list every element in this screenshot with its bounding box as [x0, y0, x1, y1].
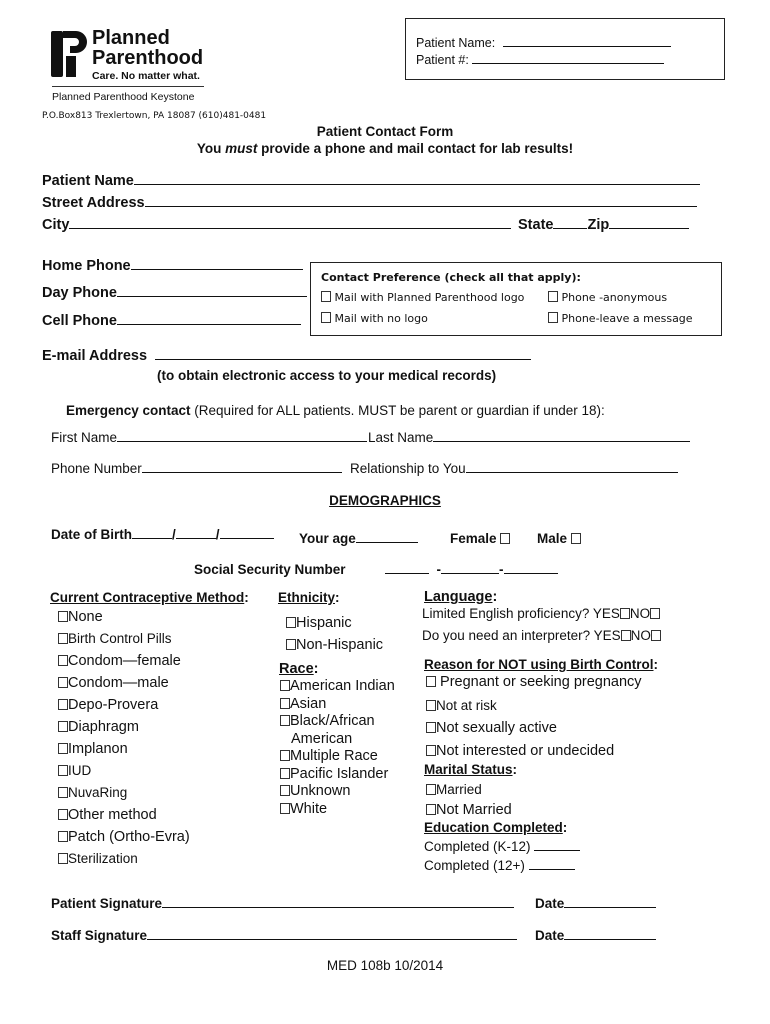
email-line[interactable]: [155, 358, 531, 360]
checkbox[interactable]: [58, 633, 68, 644]
emergency-relationship-label: Relationship to You: [350, 461, 466, 476]
ssn-part-1-line[interactable]: [385, 572, 429, 574]
ssn-fields: - -: [385, 562, 558, 577]
street-address-line[interactable]: [145, 205, 697, 207]
race-option[interactable]: Asian: [280, 696, 395, 714]
checkbox[interactable]: [58, 831, 68, 842]
reason-option[interactable]: Not interested or undecided: [426, 743, 614, 759]
female-option[interactable]: Female: [450, 531, 510, 546]
cell-phone-line[interactable]: [117, 323, 301, 325]
patient-date-label: Date: [535, 896, 565, 911]
checkbox[interactable]: [280, 803, 290, 814]
patient-signature-label: Patient Signature: [51, 896, 163, 911]
reason-heading: Reason for NOT using Birth Control:: [424, 657, 658, 672]
logo-tagline: Care. No matter what.: [92, 70, 200, 82]
education-k12-label: Completed (K-12): [424, 839, 531, 854]
checkbox[interactable]: [280, 698, 290, 709]
limited-english-question: Limited English proficiency? YES NO: [422, 606, 660, 621]
emergency-last-name-label: Last Name: [368, 430, 434, 445]
staff-date-label: Date: [535, 928, 565, 943]
checkbox[interactable]: [58, 699, 68, 710]
checkbox[interactable]: [426, 784, 436, 795]
reason-option[interactable]: Not at risk: [426, 698, 497, 713]
reason-option[interactable]: Not sexually active: [426, 720, 557, 736]
pref-mail-logo[interactable]: Mail with Planned Parenthood logo: [321, 291, 524, 304]
reason-option[interactable]: Pregnant or seeking pregnancy: [426, 674, 642, 690]
pref-phone-message[interactable]: Phone-leave a message: [548, 312, 693, 325]
checkbox[interactable]: [571, 533, 581, 544]
emergency-first-name-line[interactable]: [117, 440, 367, 442]
race-option[interactable]: American Indian: [280, 678, 395, 696]
checkbox[interactable]: [321, 312, 331, 323]
marital-heading: Marital Status:: [424, 762, 518, 777]
contraceptive-heading: Current Contraceptive Method:: [50, 590, 249, 605]
checkbox-yes[interactable]: [620, 608, 630, 619]
demographics-heading: DEMOGRAPHICS: [329, 493, 441, 508]
checkbox[interactable]: [58, 655, 68, 666]
form-subtitle: You must provide a phone and mail contact for lab results!: [196, 141, 574, 156]
dob-day-line[interactable]: [176, 537, 216, 539]
checkbox[interactable]: [426, 676, 436, 687]
staff-date-line[interactable]: [564, 938, 656, 940]
patient-date-line[interactable]: [564, 906, 656, 908]
education-12plus-label: Completed (12+): [424, 858, 525, 873]
checkbox[interactable]: [58, 677, 68, 688]
race-option-continued: American: [291, 730, 353, 747]
marital-option[interactable]: Not Married: [426, 802, 512, 818]
day-phone-line[interactable]: [117, 295, 307, 297]
ethnicity-list: [286, 612, 383, 656]
zip-line[interactable]: [609, 227, 689, 229]
logo-line-1: Planned: [92, 27, 170, 49]
checkbox[interactable]: [280, 785, 290, 796]
checkbox[interactable]: [58, 743, 68, 754]
planned-parenthood-logo-icon: [50, 30, 88, 78]
patient-id-box: [405, 18, 725, 80]
patient-name-label: Patient Name:: [416, 36, 496, 50]
checkbox[interactable]: [426, 722, 436, 733]
checkbox-yes[interactable]: [621, 630, 631, 641]
checkbox[interactable]: [286, 617, 296, 628]
emergency-phone-line[interactable]: [142, 471, 342, 473]
staff-signature-label: Staff Signature: [51, 928, 148, 943]
race-option[interactable]: Pacific Islander: [280, 766, 395, 784]
checkbox[interactable]: [321, 291, 331, 302]
home-phone-line[interactable]: [131, 268, 303, 270]
state-label: State: [518, 217, 554, 233]
contraceptive-option[interactable]: Implanon: [58, 738, 190, 760]
email-note: (to obtain electronic access to your medical records): [157, 368, 497, 383]
contraceptive-option[interactable]: Birth Control Pills: [58, 628, 190, 650]
checkbox[interactable]: [500, 533, 510, 544]
affiliate-name: Planned Parenthood Keystone: [52, 91, 195, 103]
contraceptive-option[interactable]: Depo-Provera: [58, 694, 190, 716]
patient-name-id-line[interactable]: [503, 45, 671, 47]
patient-signature-line[interactable]: [162, 906, 514, 908]
pref-phone-anonymous[interactable]: Phone -anonymous: [548, 291, 667, 304]
form-title: Patient Contact Form: [316, 124, 454, 139]
checkbox[interactable]: [280, 768, 290, 779]
race-option[interactable]: White: [280, 801, 395, 819]
age-line[interactable]: [356, 541, 418, 543]
street-address-label: Street Address: [42, 195, 145, 211]
checkbox[interactable]: [58, 611, 68, 622]
staff-signature-line[interactable]: [147, 938, 517, 940]
contact-preference-box: [310, 262, 722, 336]
patient-name-line[interactable]: [134, 183, 700, 185]
patient-number-label: Patient #:: [416, 53, 469, 67]
male-option[interactable]: Male: [537, 531, 581, 546]
contraceptive-option[interactable]: IUD: [58, 760, 190, 782]
checkbox[interactable]: [58, 765, 68, 776]
emergency-last-name-line[interactable]: [433, 440, 690, 442]
ethnicity-option[interactable]: Non-Hispanic: [286, 634, 383, 656]
ssn-part-3-line[interactable]: [504, 572, 558, 574]
race-option[interactable]: Black/African: [280, 713, 395, 731]
address: P.O.Box813 Trexlertown, PA 18087 (610)481-0481: [42, 111, 267, 121]
checkbox[interactable]: [426, 804, 436, 815]
contraceptive-option[interactable]: Condom—female: [58, 650, 190, 672]
day-phone-label: Day Phone: [42, 285, 117, 301]
checkbox[interactable]: [58, 721, 68, 732]
ssn-part-2-line[interactable]: [441, 572, 499, 574]
cell-phone-label: Cell Phone: [42, 313, 117, 329]
zip-label: Zip: [587, 217, 610, 233]
ethnicity-heading: Ethnicity:: [278, 590, 340, 605]
email-label: E-mail Address: [42, 348, 148, 364]
patient-name-label-main: Patient Name: [42, 173, 134, 189]
patient-number-line[interactable]: [472, 62, 664, 64]
contraceptive-option[interactable]: Diaphragm: [58, 716, 190, 738]
city-label: City: [42, 217, 70, 233]
language-heading: Language:: [424, 589, 498, 605]
education-heading: Education Completed:: [424, 820, 568, 835]
age-label: Your age: [299, 531, 356, 546]
city-line[interactable]: [69, 227, 511, 229]
interpreter-question: Do you need an interpreter? YES NO: [422, 628, 661, 643]
date-of-birth: Date of Birth / /: [51, 527, 274, 542]
marital-option[interactable]: Married: [426, 782, 482, 797]
contraceptive-list: [58, 606, 190, 870]
checkbox[interactable]: [280, 750, 290, 761]
pref-mail-no-logo[interactable]: Mail with no logo: [321, 312, 428, 325]
race-option[interactable]: Multiple Race: [280, 748, 395, 766]
contraceptive-option[interactable]: Patch (Ortho-Evra): [58, 826, 190, 848]
dob-year-line[interactable]: [220, 537, 274, 539]
checkbox[interactable]: [426, 700, 436, 711]
home-phone-label: Home Phone: [42, 258, 131, 274]
education-k12-line[interactable]: [534, 849, 580, 851]
checkbox[interactable]: [286, 639, 296, 650]
checkbox[interactable]: [58, 787, 68, 798]
checkbox[interactable]: [280, 680, 290, 691]
race-heading: Race:: [279, 661, 319, 677]
contraceptive-option[interactable]: NuvaRing: [58, 782, 190, 804]
ethnicity-option[interactable]: Hispanic: [286, 612, 383, 634]
contraceptive-option[interactable]: Other method: [58, 804, 190, 826]
checkbox[interactable]: [280, 715, 290, 726]
checkbox[interactable]: [58, 809, 68, 820]
checkbox-no[interactable]: [650, 608, 660, 619]
logo-divider: [52, 86, 204, 87]
contraceptive-option[interactable]: Condom—male: [58, 672, 190, 694]
race-option[interactable]: Unknown: [280, 783, 395, 801]
contraceptive-option[interactable]: None: [58, 606, 190, 628]
state-line[interactable]: [553, 227, 587, 229]
race-list: [280, 678, 395, 818]
emergency-relationship-line[interactable]: [466, 471, 678, 473]
checkbox[interactable]: [58, 853, 68, 864]
logo-line-2: Parenthood: [92, 47, 204, 69]
contact-preference-title: Contact Preference (check all that apply):: [321, 271, 581, 284]
checkbox[interactable]: [426, 745, 436, 756]
ssn-label: Social Security Number: [194, 562, 346, 577]
checkbox-no[interactable]: [651, 630, 661, 641]
dob-month-line[interactable]: [132, 537, 172, 539]
education-12plus-line[interactable]: [529, 868, 575, 870]
emergency-phone-label: Phone Number: [51, 461, 142, 476]
contraceptive-option[interactable]: Sterilization: [58, 848, 190, 870]
checkbox[interactable]: [548, 291, 558, 302]
emergency-header: Emergency contact (Required for ALL patients. MUST be parent or guardian if under 18):: [66, 403, 605, 418]
checkbox[interactable]: [548, 312, 558, 323]
emergency-first-name-label: First Name: [51, 430, 118, 445]
form-code: MED 108b 10/2014: [326, 958, 444, 973]
